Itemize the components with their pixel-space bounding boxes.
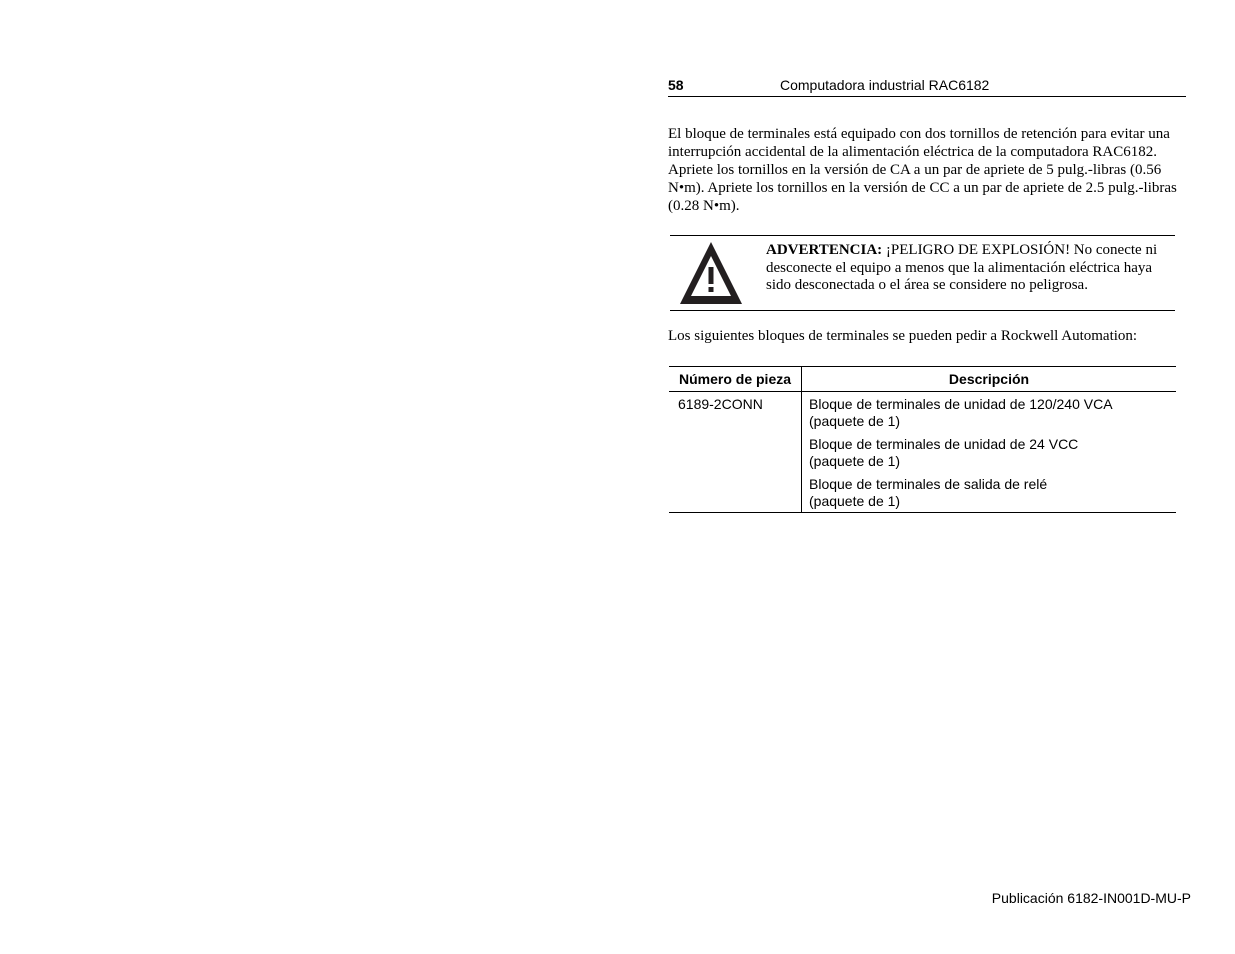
description-line: (paquete de 1) [809,453,901,469]
warning-box [670,235,1175,311]
description-entry [802,430,1176,470]
column-header-part-number: Número de pieza [669,367,802,392]
warning-message: ¡PELIGRO DE EXPLOSIÓN! No conecte ni desconecte el equipo a menos que la alimentación eléctrica haya sido desconectada o el área se considere no peligrosa. [766,242,1158,293]
description-entry [802,392,1176,430]
document-title: Computadora industrial RAC6182 [780,77,990,93]
warning-text [766,242,1166,295]
table-row [669,392,1176,513]
description-line: (paquete de 1) [809,413,901,429]
parts-table [669,366,1176,513]
warning-label: ADVERTENCIA: [766,242,883,258]
column-header-description: Descripción [802,367,1177,392]
description-line: (paquete de 1) [809,493,901,509]
description-line: Bloque de terminales de unidad de 120/240 VCA [809,396,1113,412]
part-number-cell: 6189-2CONN [669,392,802,513]
table-header-row [669,367,1176,392]
description-entry [802,470,1176,512]
publication-footer: Publicación 6182-IN001D-MU-P [991,890,1191,906]
description-cell [802,392,1177,513]
intro-paragraph: Los siguientes bloques de terminales se pueden pedir a Rockwell Automation: [668,328,1138,344]
body-paragraph: El bloque de terminales está equipado con dos tornillos de retención para evitar una interrupción accidental de la alimentación eléctrica de la computadora RAC6182. Apriete los tornillos en la versión de CA a un par de apriete de 5 pulg.-libras (0.56 N•m). Apriete los tornillos en la versión de CC a un par de apriete de 2.5 pulg.-libras (0.28 N•m). [668,126,1177,214]
warning-triangle-icon [678,240,744,306]
page-header [668,76,1186,97]
description-line: Bloque de terminales de salida de relé [809,476,1048,492]
description-line: Bloque de terminales de unidad de 24 VCC [809,436,1079,452]
page-number: 58 [668,77,684,93]
